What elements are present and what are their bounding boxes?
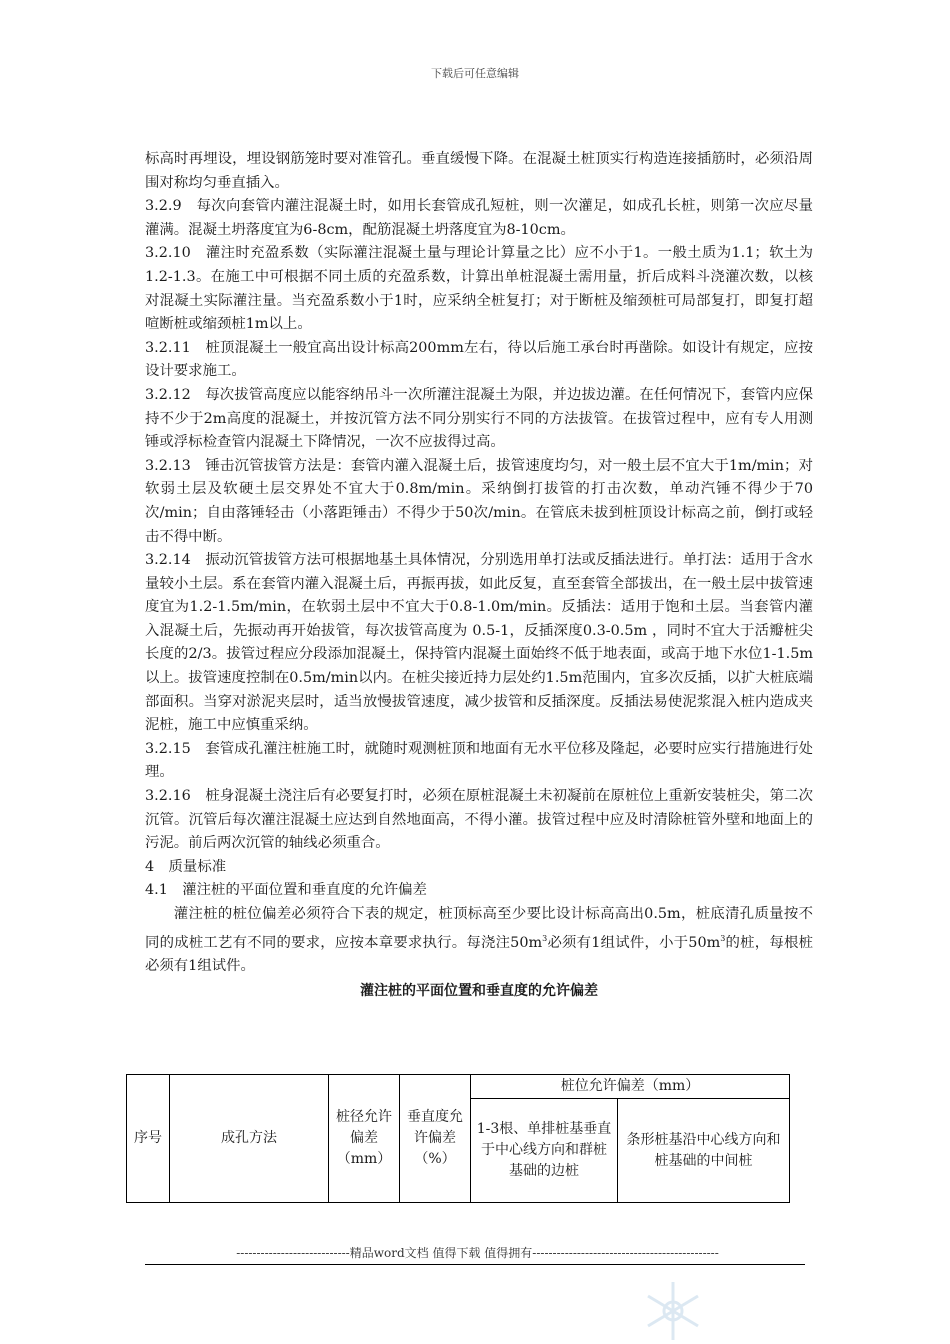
paragraph-3-2-9: 3.2.9 每次向套管内灌注混凝土时，如用长套管成孔短桩，则一次灌足，如成孔长桩，则第一次应尽量灌满。混凝土坍落度宜为6-8cm，配筋混凝土坍落度宜为8-10cm。 [145, 198, 813, 238]
header-diameter: 桩径允许偏差（mm） [329, 1075, 400, 1203]
intro-text-b: 必须有1组试件，小于50m [547, 934, 721, 951]
section-heading-4-1: 4.1 灌注桩的平面位置和垂直度的允许偏差 [145, 882, 427, 899]
intro-text-c: 的桩，每根桩必须有1组试件。 [145, 934, 813, 974]
superscript-a: 3 [542, 933, 548, 943]
tolerance-table [126, 1074, 790, 1203]
paragraph-3-2-15: 3.2.15 套管成孔灌注桩施工时，就随时观测桩顶和地面有无水平位移及隆起，必要时应实行措施进行处理。 [145, 740, 813, 781]
paragraph-continuation: 标高时再埋设，埋设钢筋笼时要对准管孔。垂直缓慢下降。在混凝土桩顶实行构造连接插筋时，必须沿周围对称均匀垂直插入。 [145, 151, 813, 191]
intro-text-a: 灌注桩的桩位偏差必须符合下表的规定，桩顶标高至少要比设计标高高出0.5m，桩底清孔质量按不同的成桩工艺有不同的要求，应按本章要求执行。每浇注50m [145, 906, 813, 951]
page-footer: ----------------------------精品word文档 值得下载 值得拥有---------------------------------------------- [236, 1246, 719, 1260]
superscript-b: 3 [720, 933, 726, 943]
header-position-group: 桩位允许偏差（mm） [471, 1075, 790, 1099]
header-seq: 序号 [127, 1075, 170, 1203]
paragraph-3-2-12: 3.2.12 每次拔管高度应以能容纳吊斗一次所灌注混凝土为限，并边拔边灌。在任何情况下，套管内应保持不少于2m高度的混凝土，并按沉管方法不同分别实行不同的方法拔管。在拔管过程中，应有专人用测锤或浮标检查管内混凝土下降情况，一次不应拔得过高。 [145, 386, 813, 451]
header-method: 成孔方法 [170, 1075, 329, 1203]
page-header: 下载后可任意编辑 [431, 67, 519, 80]
paragraph-tolerance-intro [145, 903, 813, 979]
paragraph-3-2-13: 3.2.13 锤击沉管拔管方法是：套管内灌入混凝土后，拔管速度均匀，对一般土层不宜大于1m/min；对软弱土层及软硬土层交界处不宜大于0.8m/min。采纳倒打拔管的打击次数，单动汽锤不得少于70次/min；自由落锤轻击（小落距锤击）不得少于50次/min。在管底未拔到桩顶设计标高之前，倒打或轻击不得中断。 [145, 457, 813, 545]
header-vertical: 垂直度允许偏差（%） [400, 1075, 471, 1203]
paragraph-3-2-10: 3.2.10 灌注时充盈系数（实际灌注混凝土量与理论计算量之比）应不小于1。一般土质为1.1；软土为1.2-1.3。在施工中可根据不同土质的充盈系数，计算出单桩混凝土需用量，折后成料斗浇灌次数，以核对混凝土实际灌注量。当充盈系数小于1时，应采纳全桩复打；对于断桩及缩颈桩可局部复打，即复打超喧断桩或缩颈桩1m以上。 [145, 245, 813, 333]
paragraph-3-2-16: 3.2.16 桩身混凝土浇注后有必要复打时，必须在原桩混凝土未初凝前在原桩位上重新安装桩尖，第二次沉管。沉管后每次灌注混凝土应达到自然地面高，不得小灌。拔管过程中应及时清除桩管外壁和地面上的污泥。前后两次沉管的轴线必须重合。 [145, 788, 813, 852]
paragraph-3-2-11: 3.2.11 桩顶混凝土一般宜高出设计标高200mm左右，待以后施工承台时再凿除。如设计有规定，应按设计要求施工。 [145, 339, 813, 380]
section-heading-4: 4 质量标准 [145, 858, 227, 875]
table-title: 灌注桩的平面位置和垂直度的允许偏差 [360, 982, 598, 999]
document-body [145, 148, 813, 1002]
snowflake-watermark-icon [628, 1274, 718, 1344]
header-position-middle: 条形桩基沿中心线方向和桩基础的中间桩 [618, 1099, 790, 1203]
footer-rule [145, 1264, 805, 1265]
header-position-edge: 1-3根、单排桩基垂直于中心线方向和群桩基础的边桩 [471, 1099, 618, 1203]
paragraph-3-2-14: 3.2.14 振动沉管拔管方法可根据地基土具体情况，分别选用单打法或反插法进行。单打法：适用于含水量较小土层。系在套管内灌入混凝土后，再振再拔，如此反复，直至套管全部拔出，在一般土层中拔管速度宜为1.2-1.5m/min，在软弱土层中不宜大于0.8-1.0m/min。反插法：适用于饱和土层。当套管内灌入混凝土后，先振动再开始拔管，每次拔管高度为 0.5-1，反插深度0.3-0.5m ，同时不宜大于活瓣桩尖长度的2/3。拔管过程应分段添加混凝土，保持管内混凝土面始终不低于地表面，或高于地下水位1-1.5m以上。拔管速度控制在0.5m/min以内。在桩尖接近持力层处约1.5m范围内，宜多次反插，以扩大桩底端部面积。当穿对淤泥夹层时，适当放慢拔管速度，减少拔管和反插深度。反插法易使泥浆混入桩内造成夹泥桩，施工中应慎重采纳。 [145, 552, 813, 734]
